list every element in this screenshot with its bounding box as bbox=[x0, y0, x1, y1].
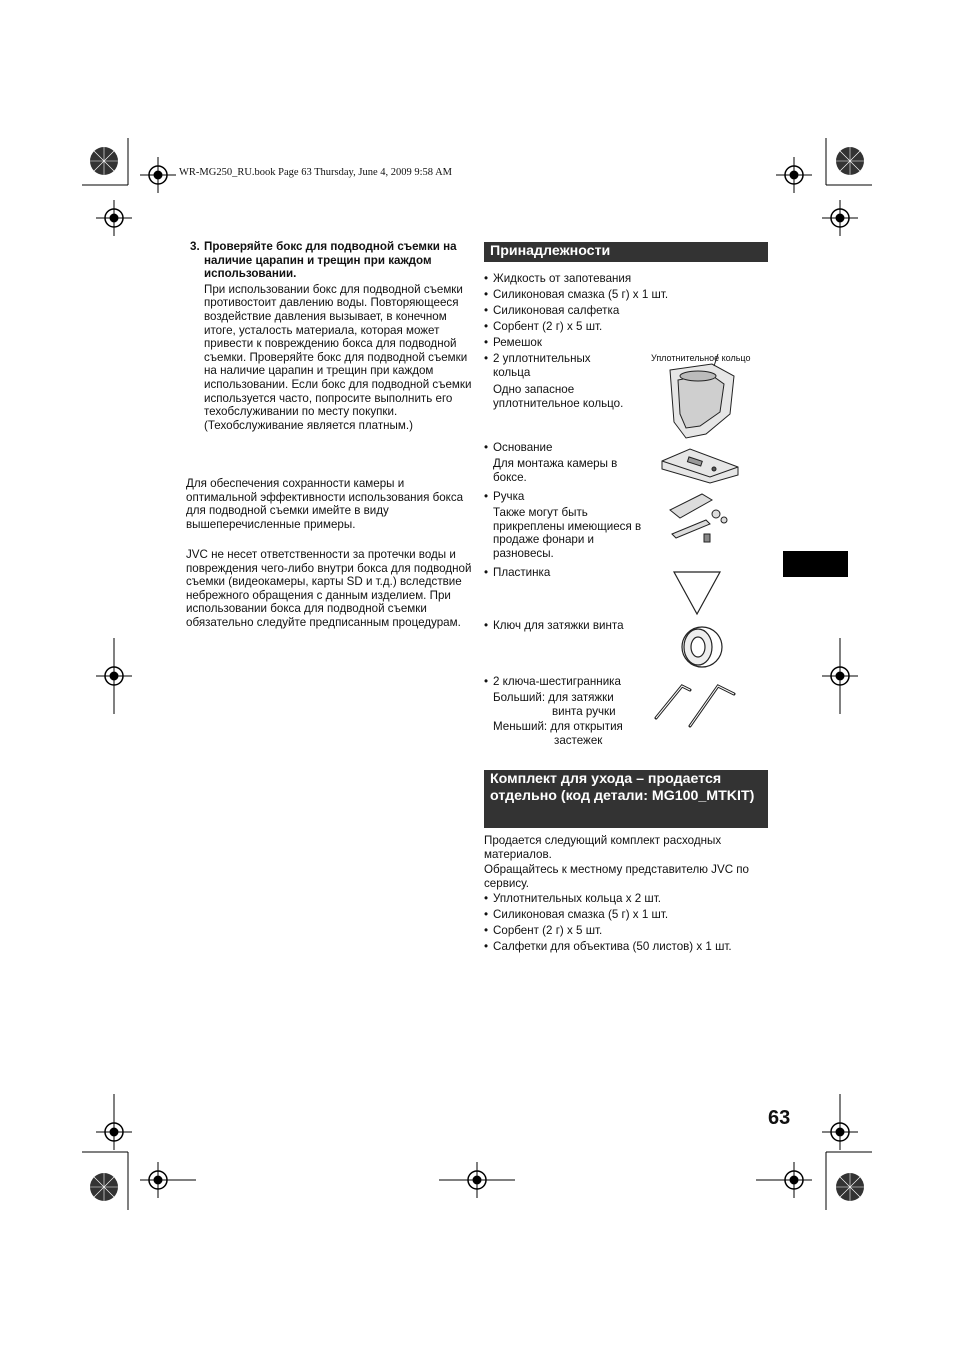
list-item: • Ключ для затяжки винта bbox=[484, 619, 624, 632]
registration-target-icon bbox=[776, 1162, 812, 1198]
hex-large-label: Больший: для затяжки bbox=[493, 691, 614, 704]
oring-housing-illustration bbox=[664, 362, 736, 440]
oring-caption: Уплотнительное кольцо bbox=[651, 353, 751, 363]
list-item: • Уплотнительных кольца x 2 шт. bbox=[484, 892, 661, 905]
registration-target-icon bbox=[459, 1162, 495, 1198]
hex-small-label: Меньший: для открытия bbox=[493, 720, 623, 733]
list-item: • Пластинка bbox=[484, 566, 551, 579]
list-item: • Сорбент (2 г) x 5 шт. bbox=[484, 320, 603, 333]
registration-target-icon bbox=[140, 1162, 176, 1198]
base-note: Для монтажа камеры в боксе. bbox=[493, 457, 618, 484]
registration-target-icon bbox=[776, 157, 812, 193]
list-item: • Салфетки для объектива (50 листов) x 1 шт. bbox=[484, 940, 732, 953]
grip-illustration bbox=[666, 490, 730, 546]
section-heading-accessories: Принадлежности bbox=[484, 242, 768, 262]
step-number: 3. bbox=[190, 240, 200, 253]
plate-illustration bbox=[672, 570, 722, 616]
page-number: 63 bbox=[768, 1107, 791, 1129]
care-kit-intro-1: Продается следующий комплект расходных материалов. bbox=[484, 834, 722, 861]
starburst-mark-icon bbox=[89, 1172, 119, 1202]
list-item: • Силиконовая смазка (5 г) x 1 шт. bbox=[484, 288, 669, 301]
list-item: • Силиконовая салфетка bbox=[484, 304, 620, 317]
section-heading-care-kit: Комплект для ухода – продается отдельно (код детали: MG100_MTKIT) bbox=[484, 770, 768, 828]
registration-target-icon bbox=[96, 1114, 132, 1150]
paragraph-disclaimer: JVC не несет ответственности за протечки воды и повреждения чего-либо внутри бокса для подводной съемки (видеокамеры, карты SD и т.д.) вследствие небрежного обращения с данным изделием. При использовании бокса для подводной съемки обязательно следуйте предписанным процедурам. bbox=[186, 548, 472, 629]
starburst-mark-icon bbox=[835, 1172, 865, 1202]
registration-target-icon bbox=[140, 157, 176, 193]
list-item: • 2 уплотнительных bbox=[484, 352, 591, 365]
grip-note: Также могут быть прикреплены имеющиеся в продаже фонари и разновесы. bbox=[493, 506, 642, 560]
oring-note: Одно запасное уплотнительное кольцо. bbox=[493, 383, 624, 410]
care-kit-intro-2: Обращайтесь к местному представителю JVC по сервису. bbox=[484, 863, 750, 890]
list-item: • Основание bbox=[484, 441, 553, 454]
book-header-line: WR-MG250_RU.book Page 63 Thursday, June 4, 2009 9:58 AM bbox=[179, 167, 452, 178]
list-item-continuation: кольца bbox=[493, 366, 531, 379]
registration-target-icon bbox=[822, 658, 858, 694]
list-item: • Силиконовая смазка (5 г) x 1 шт. bbox=[484, 908, 669, 921]
starburst-mark-icon bbox=[89, 146, 119, 176]
paragraph-care: Для обеспечения сохранности камеры и оптимальной эффективности использования бокса для подводной съемки имейте в виду вышеперечисленные примеры. bbox=[186, 477, 464, 531]
starburst-mark-icon bbox=[835, 146, 865, 176]
screw-key-illustration bbox=[676, 624, 726, 670]
registration-target-icon bbox=[822, 200, 858, 236]
list-item: • 2 ключа-шестигранника bbox=[484, 675, 621, 688]
registration-target-icon bbox=[96, 658, 132, 694]
registration-target-icon bbox=[96, 200, 132, 236]
step-3 bbox=[190, 240, 480, 432]
chapter-tab bbox=[783, 551, 848, 577]
step-title: Проверяйте бокс для подводной съемки на наличие царапин и трещин при каждом использовании. bbox=[204, 240, 457, 281]
step-body: При использовании бокс для подводной съемки противостоит давлению воды. Повторяющееся воздействие давления вызывает, в конечном итоге, усталость материала, которая может привести к повреждению бокса для подводной съемки. Проверяйте бокс для подводной съемки на наличие царапин и трещин при каждом использовании. Если бокс для подводной съемки используется часто, попросите выполнить его техобслуживании по месту покупки. (Техобслуживание является платным.) bbox=[204, 282, 472, 432]
list-item: • Ручка bbox=[484, 490, 525, 503]
registration-target-icon bbox=[822, 1114, 858, 1150]
list-item: • Ремешок bbox=[484, 336, 542, 349]
list-item: • Жидкость от запотевания bbox=[484, 272, 632, 285]
list-item: • Сорбент (2 г) x 5 шт. bbox=[484, 924, 603, 937]
hex-keys-illustration bbox=[654, 680, 740, 730]
hex-small-continuation: застежек bbox=[554, 734, 603, 747]
hex-large-continuation: винта ручки bbox=[552, 705, 616, 718]
base-plate-illustration bbox=[660, 447, 740, 483]
